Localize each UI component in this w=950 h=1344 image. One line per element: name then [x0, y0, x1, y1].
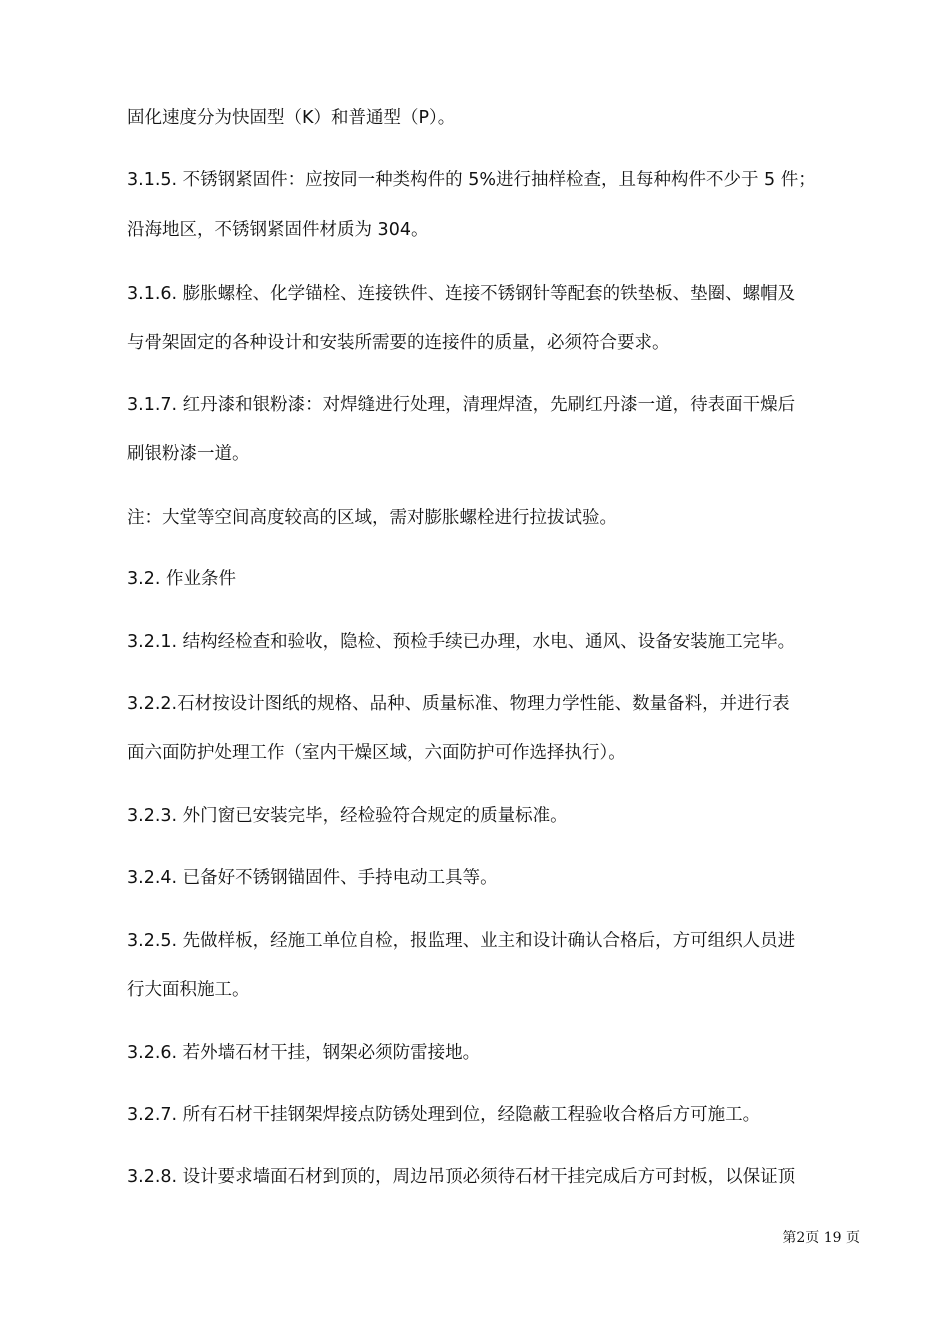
text-line: 与骨架固定的各种设计和安装所需要的连接件的质量，必须符合要求。	[127, 333, 670, 353]
text-line: 刷银粉漆一道。	[127, 444, 250, 464]
text-line: 固化速度分为快固型（K）和普通型（P）。	[127, 108, 456, 128]
text-line: 3.2.5. 先做样板，经施工单位自检，报监理、业主和设计确认合格后，方可组织人员进	[127, 931, 796, 951]
note-line: 注：大堂等空间高度较高的区域，需对膨胀螺栓进行拉拔试验。	[127, 508, 617, 528]
text-line: 3.2.4. 已备好不锈钢锚固件、手持电动工具等。	[127, 868, 498, 888]
text-line: 3.2.7. 所有石材干挂钢架焊接点防锈处理到位，经隐蔽工程验收合格后方可施工。	[127, 1105, 761, 1125]
page-number: 第2页 19 页	[782, 1230, 860, 1246]
text-line: 面六面防护处理工作（室内干燥区域，六面防护可作选择执行）。	[127, 743, 626, 763]
text-line: 3.2.2.石材按设计图纸的规格、品种、质量标准、物理力学性能、数量备料，并进行表	[127, 694, 790, 714]
text-line: 3.1.7. 红丹漆和银粉漆：对焊缝进行处理，清理焊渣，先刷红丹漆一道，待表面干燥后	[127, 395, 796, 415]
text-line: 3.2.1. 结构经检查和验收，隐检、预检手续已办理，水电、通风、设备安装施工完毕。	[127, 632, 796, 652]
text-line: 3.2.3. 外门窗已安装完毕，经检验符合规定的质量标准。	[127, 806, 568, 826]
section-heading: 3.2. 作业条件	[127, 569, 236, 589]
text-line: 沿海地区，不锈钢紧固件材质为 304。	[127, 220, 429, 240]
text-line: 3.1.5. 不锈钢紧固件：应按同一种类构件的 5%进行抽样检查，且每种构件不少于 5 件；	[127, 170, 816, 190]
text-line: 3.1.6. 膨胀螺栓、化学锚栓、连接铁件、连接不锈钢针等配套的铁垫板、垫圈、螺帽及	[127, 284, 796, 304]
text-line: 3.2.6. 若外墙石材干挂，钢架必须防雷接地。	[127, 1043, 481, 1063]
text-line: 行大面积施工。	[127, 980, 250, 1000]
text-line: 3.2.8. 设计要求墙面石材到顶的，周边吊顶必须待石材干挂完成后方可封板，以保证顶	[127, 1167, 796, 1187]
